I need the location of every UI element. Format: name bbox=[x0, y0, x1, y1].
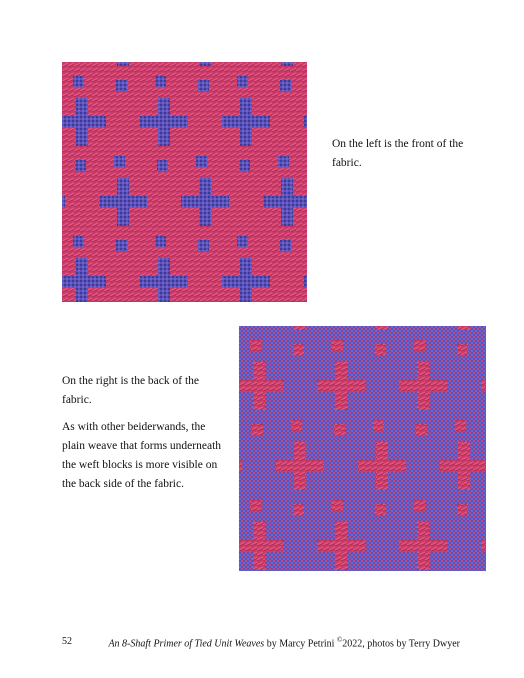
copyright-mark: © bbox=[336, 636, 343, 644]
weave-square-motif bbox=[114, 156, 125, 167]
weave-cross-motif bbox=[281, 62, 293, 66]
weave-square-motif bbox=[332, 500, 343, 511]
weave-cross-motif bbox=[399, 540, 447, 552]
weave-square-motif bbox=[293, 504, 304, 515]
weave-cross-motif bbox=[317, 540, 365, 552]
credit-author: by Marcy Petrini bbox=[264, 638, 337, 650]
weave-square-motif bbox=[414, 500, 425, 511]
weave-cross-motif bbox=[239, 540, 283, 552]
weave-cross-motif bbox=[458, 326, 470, 330]
weave-cross-motif bbox=[239, 460, 242, 472]
weave-square-motif bbox=[291, 420, 302, 431]
back-caption-line-2: As with other beiderwands, the plain weave that forms underneath the weft blocks is more visible on the back side of the fabric. bbox=[62, 421, 222, 490]
weave-cross-motif bbox=[181, 196, 229, 208]
weave-square-motif bbox=[373, 420, 384, 431]
back-caption bbox=[62, 372, 230, 502]
weave-square-motif bbox=[416, 424, 427, 435]
weave-square-motif bbox=[239, 160, 250, 171]
weave-cross-motif bbox=[62, 116, 106, 128]
weave-cross-motif bbox=[304, 276, 307, 288]
weave-square-motif bbox=[293, 344, 304, 355]
weave-square-motif bbox=[280, 80, 291, 91]
front-caption-text: On the left is the front of the fabric. bbox=[332, 138, 464, 169]
weave-cross-motif bbox=[199, 62, 211, 66]
weave-square-motif bbox=[457, 344, 468, 355]
weave-square-motif bbox=[75, 160, 86, 171]
weave-square-motif bbox=[280, 240, 291, 251]
weave-cross-motif bbox=[358, 460, 406, 472]
weave-cross-motif bbox=[263, 196, 307, 208]
weave-square-motif bbox=[237, 236, 248, 247]
credit-rest: 2022, photos by Terry Dwyer bbox=[342, 638, 460, 650]
weave-square-motif bbox=[455, 420, 466, 431]
weave-square-motif bbox=[332, 340, 343, 351]
weave-cross-motif bbox=[117, 62, 129, 66]
weave-square-motif bbox=[73, 76, 84, 87]
fabric-front-photo bbox=[62, 62, 307, 302]
weave-cross-motif bbox=[99, 196, 147, 208]
weave-square-motif bbox=[252, 424, 263, 435]
weave-square-motif bbox=[278, 156, 289, 167]
weave-cross-motif bbox=[276, 460, 324, 472]
page-number: 52 bbox=[62, 636, 72, 647]
weave-cross-motif bbox=[317, 380, 365, 392]
weave-cross-motif bbox=[222, 276, 270, 288]
weave-square-motif bbox=[157, 160, 168, 171]
weave-square-motif bbox=[237, 76, 248, 87]
front-caption bbox=[332, 135, 482, 181]
weave-square-motif bbox=[375, 344, 386, 355]
weave-cross-motif bbox=[239, 380, 283, 392]
weave-cross-motif bbox=[294, 326, 306, 330]
weave-cross-motif bbox=[481, 540, 486, 552]
weave-cross-motif bbox=[376, 326, 388, 330]
weave-square-motif bbox=[196, 156, 207, 167]
weave-square-motif bbox=[198, 80, 209, 91]
weave-cross-motif bbox=[440, 460, 486, 472]
weave-square-motif bbox=[116, 240, 127, 251]
weave-cross-motif bbox=[304, 116, 307, 128]
weave-cross-motif bbox=[62, 196, 65, 208]
weave-cross-motif bbox=[62, 276, 106, 288]
weave-square-motif bbox=[414, 340, 425, 351]
fabric-back-photo bbox=[239, 326, 486, 571]
book-title: An 8-Shaft Primer of Tied Unit Weaves bbox=[108, 638, 265, 650]
weave-cross-motif bbox=[140, 116, 188, 128]
weave-square-motif bbox=[457, 504, 468, 515]
weave-square-motif bbox=[155, 76, 166, 87]
weave-square-motif bbox=[155, 236, 166, 247]
weave-cross-motif bbox=[481, 380, 486, 392]
weave-square-motif bbox=[116, 80, 127, 91]
weave-square-motif bbox=[250, 340, 261, 351]
weave-cross-motif bbox=[140, 276, 188, 288]
weave-cross-motif bbox=[222, 116, 270, 128]
weave-square-motif bbox=[250, 500, 261, 511]
weave-square-motif bbox=[334, 424, 345, 435]
weave-cross-motif bbox=[399, 380, 447, 392]
back-caption-line-1: On the right is the back of the fabric. bbox=[62, 375, 200, 406]
weave-square-motif bbox=[73, 236, 84, 247]
weave-square-motif bbox=[375, 504, 386, 515]
weave-square-motif bbox=[198, 240, 209, 251]
footer-credit bbox=[108, 636, 460, 649]
